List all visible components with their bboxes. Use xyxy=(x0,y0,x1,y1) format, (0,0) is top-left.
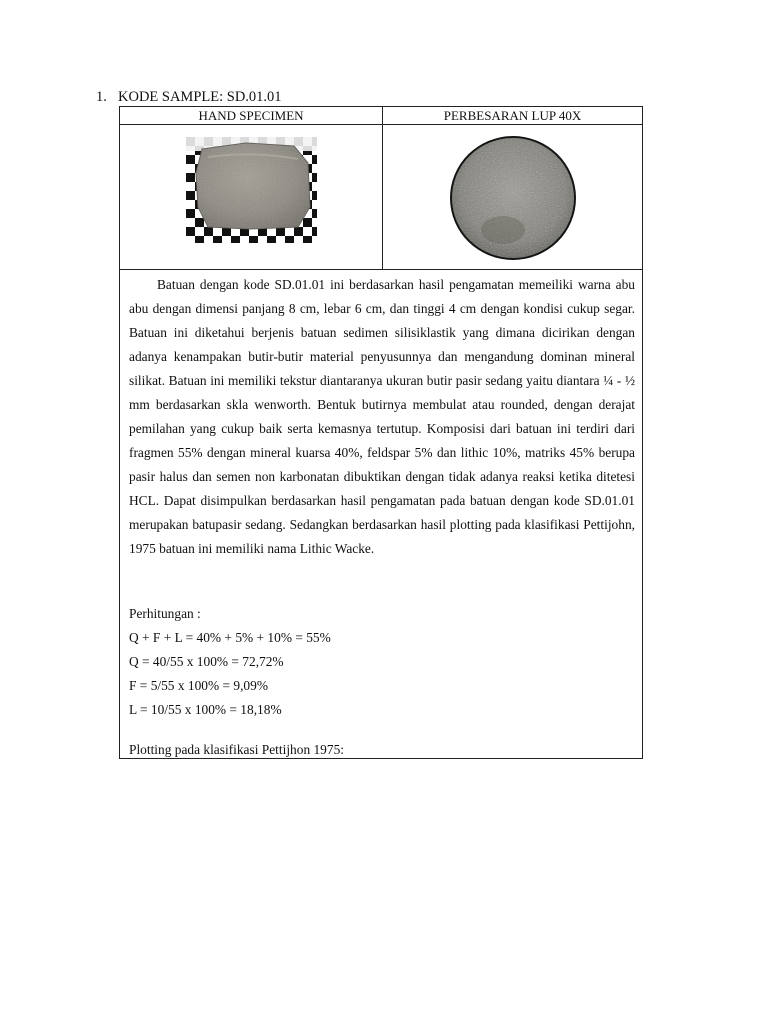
sample-table xyxy=(119,106,643,759)
plotting-label: Plotting pada klasifikasi Pettijhon 1975: xyxy=(129,742,344,757)
description-text: Batuan dengan kode SD.01.01 ini berdasarkan hasil pengamatan memeiliki warna abu abu dengan dimensi panjang 8 cm, lebar 6 cm, dan tinggi 4 cm dengan kondisi cukup segar. Batuan ini diketahui berjenis batuan sedimen silisiklastik yang dimana dicirikan dengan adanya kenampakan butir-butir material penyusunnya dan mengandung dominan mineral silikat. Batuan ini memiliki tekstur diantaranya ukuran butir pasir sedang yaitu diantara ¼ - ½ mm berdasarkan skla wenworth. Bentuk butirnya membulat atau rounded, dengan derajat pemilahan yang cukup baik serta kemasnya tertutup. Komposisi dari batuan ini terdiri dari fragmen 55% dengan mineral kuarsa 40%, feldspar 5% dan lithic 10%, matriks 45% berupa pasir halus dan semen non karbonatan dibuktikan dengan tidak adanya reaksi ketika ditetesi HCL. Dapat disimpulkan berdasarkan hasil pengamatan pada batuan dengan kode SD.01.01 merupakan batupasir sedang. Sedangkan berdasarkan hasil plotting pada klasifikasi Pettijohn, 1975 batuan ini memiliki nama Lithic Wacke. xyxy=(129,277,635,556)
lup-40x-photo xyxy=(448,135,578,266)
table-header-row xyxy=(120,107,642,125)
hand-specimen-header: HAND SPECIMEN xyxy=(198,108,304,123)
calculation-line: F = 5/55 x 100% = 9,09% xyxy=(129,678,268,693)
lup-header: PERBESARAN LUP 40X xyxy=(443,108,582,123)
calculation-line: Q + F + L = 40% + 5% + 10% = 55% xyxy=(129,630,331,645)
hand-specimen-photo xyxy=(186,137,317,248)
sample-heading xyxy=(96,89,282,106)
calculation-line: Q = 40/55 x 100% = 72,72% xyxy=(129,654,284,669)
description-block xyxy=(129,273,635,561)
calculation-title: Perhitungan : xyxy=(129,606,201,621)
calculation-line: L = 10/55 x 100% = 18,18% xyxy=(129,702,282,717)
calculation-block xyxy=(129,602,635,722)
heading-number: 1. xyxy=(96,89,107,105)
heading-label: KODE SAMPLE: SD.01.01 xyxy=(118,89,282,105)
photo-row xyxy=(120,124,642,270)
